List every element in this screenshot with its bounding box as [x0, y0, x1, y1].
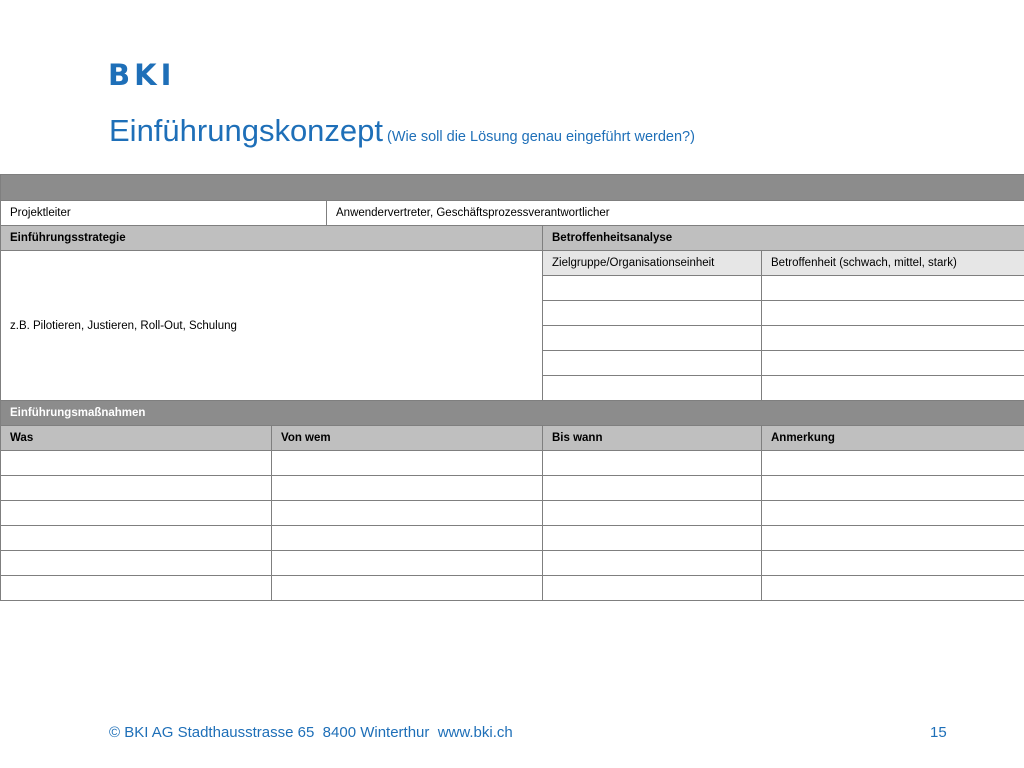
einfuehrung-table	[0, 174, 1024, 601]
zielgruppe-header: Zielgruppe/Organisationseinheit	[543, 251, 762, 276]
table-cell[interactable]	[272, 526, 543, 551]
table-row	[1, 451, 1024, 476]
table-cell[interactable]	[762, 501, 1024, 526]
footer-text: © BKI AG Stadthausstrasse 65 8400 Winterthur www.bki.ch	[109, 724, 513, 741]
betroffenheit-header: Betroffenheit (schwach, mittel, stark)	[762, 251, 1024, 276]
table-cell[interactable]	[543, 576, 762, 601]
table-header-row	[1, 226, 1024, 251]
table-cell[interactable]	[1, 501, 272, 526]
table-cell[interactable]	[272, 451, 543, 476]
table-cell[interactable]	[272, 576, 543, 601]
table-cell[interactable]	[762, 576, 1024, 601]
table-cell[interactable]	[543, 376, 762, 401]
massnahmen-header: Einführungsmaßnahmen	[1, 401, 1024, 426]
table-cell[interactable]	[543, 351, 762, 376]
column-header-bis-wann: Bis wann	[543, 426, 762, 451]
table-cell[interactable]	[543, 301, 762, 326]
table-cell[interactable]	[1, 476, 272, 501]
table-row	[1, 501, 1024, 526]
strategie-beispiel: z.B. Pilotieren, Justieren, Roll-Out, Schulung	[1, 251, 543, 401]
column-header-anmerkung: Anmerkung	[762, 426, 1024, 451]
table-cell[interactable]	[762, 476, 1024, 501]
table-cell[interactable]	[272, 476, 543, 501]
table-cell[interactable]	[762, 551, 1024, 576]
table-cell[interactable]	[543, 476, 762, 501]
title-subtitle: (Wie soll die Lösung genau eingeführt werden?)	[387, 129, 695, 145]
column-header-von-wem: Von wem	[272, 426, 543, 451]
table-cell[interactable]	[543, 326, 762, 351]
projektleiter-label: Projektleiter	[1, 201, 327, 226]
table-cell[interactable]	[543, 276, 762, 301]
einfuehrungsstrategie-header: Einführungsstrategie	[1, 226, 543, 251]
table-cell[interactable]	[762, 351, 1024, 376]
table-cell[interactable]	[272, 501, 543, 526]
table-cell[interactable]	[1, 551, 272, 576]
table-row	[1, 576, 1024, 601]
table-cell[interactable]	[1, 576, 272, 601]
table-cell[interactable]	[762, 376, 1024, 401]
table-section-row	[1, 401, 1024, 426]
betroffenheitsanalyse-header: Betroffenheitsanalyse	[543, 226, 1024, 251]
table-cell[interactable]	[543, 451, 762, 476]
table-row	[1, 551, 1024, 576]
page-number: 15	[930, 724, 947, 741]
table-cell[interactable]	[543, 551, 762, 576]
column-header-was: Was	[1, 426, 272, 451]
top-bar-cell	[1, 175, 1024, 201]
table-row	[1, 201, 1024, 226]
table-cell[interactable]	[543, 526, 762, 551]
table-cell[interactable]	[762, 276, 1024, 301]
table-cell[interactable]	[543, 501, 762, 526]
table-top-bar	[1, 175, 1024, 201]
table-row	[1, 476, 1024, 501]
table-cell[interactable]	[272, 551, 543, 576]
table-cell[interactable]	[762, 526, 1024, 551]
title-main: Einführungskonzept	[109, 113, 384, 148]
table-header-row	[1, 426, 1024, 451]
bki-logo: BKI	[108, 58, 176, 92]
table-row	[1, 526, 1024, 551]
table-cell[interactable]	[1, 526, 272, 551]
table-cell[interactable]	[762, 326, 1024, 351]
table-row	[1, 251, 1024, 276]
table-cell[interactable]	[1, 451, 272, 476]
page-title	[109, 113, 695, 149]
anwendervertreter-label: Anwendervertreter, Geschäftsprozessverantwortlicher	[327, 201, 1024, 226]
table-cell[interactable]	[762, 451, 1024, 476]
table-cell[interactable]	[762, 301, 1024, 326]
